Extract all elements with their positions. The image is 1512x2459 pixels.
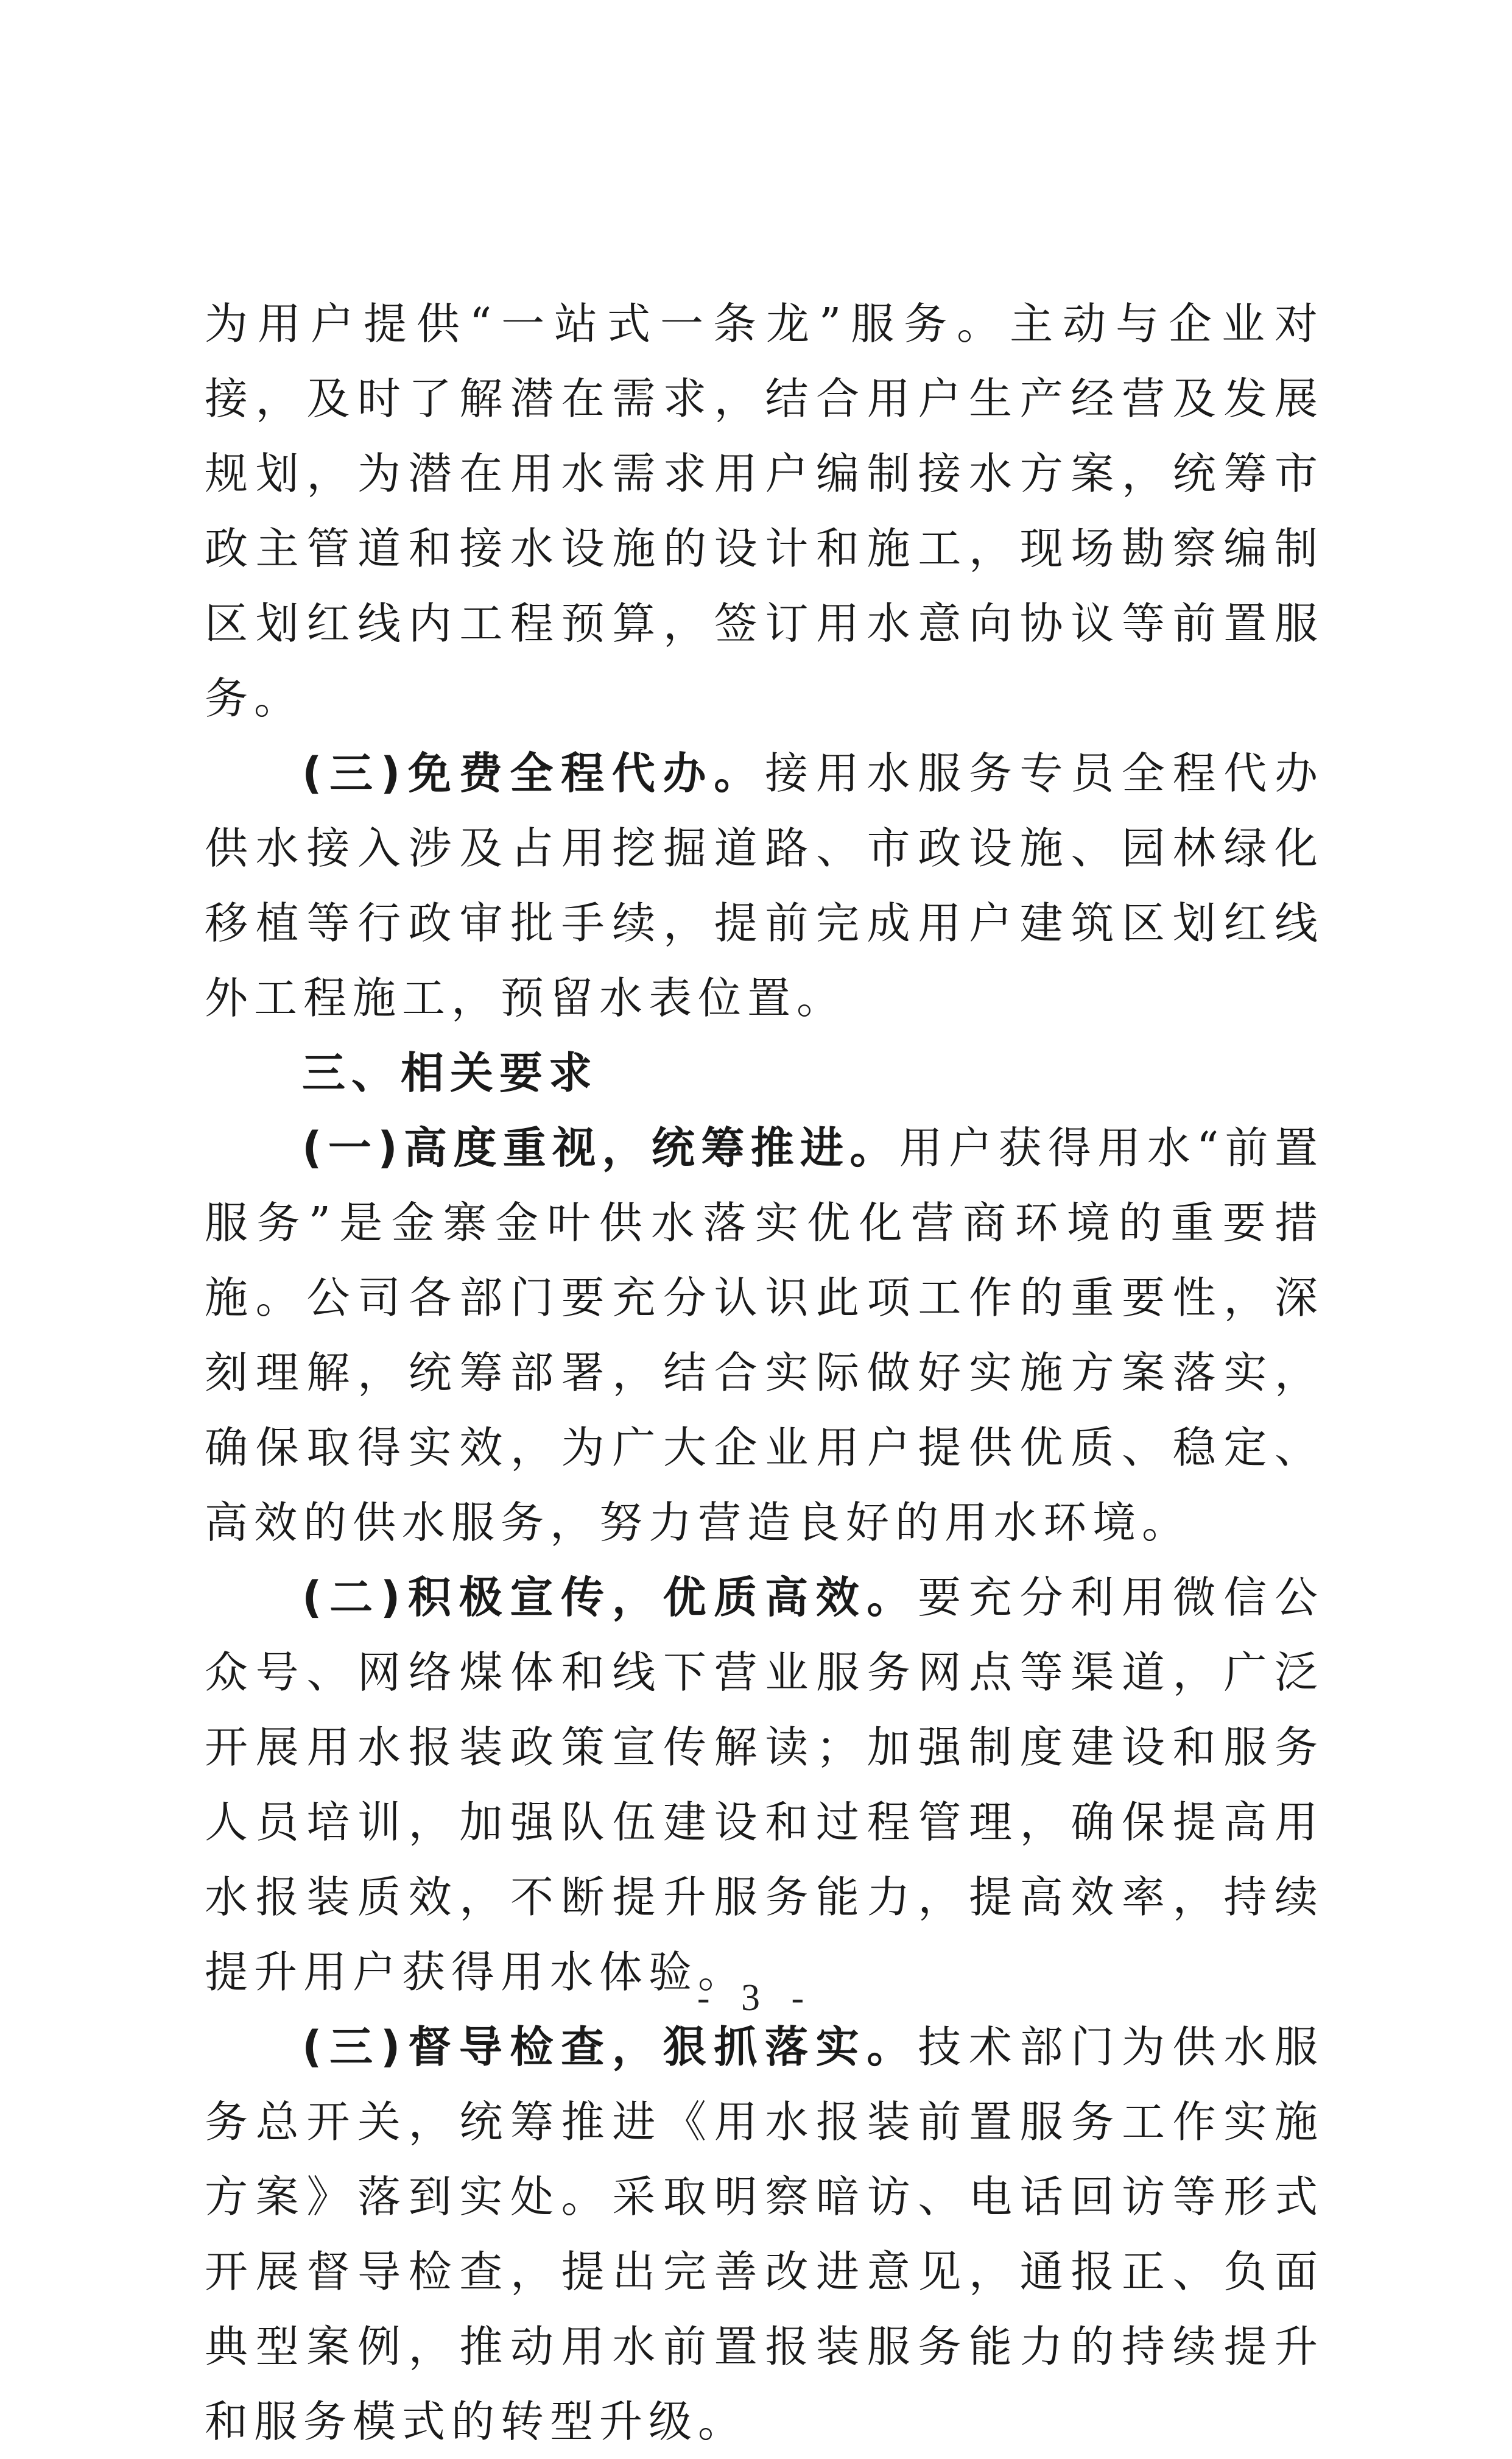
paragraph-text: 技术部门为供水服务总开关，统筹推进《用水报装前置服务工作实施方案》落到实处。采取明察暗访、电话回访等形式开展督导检查，提出完善改进意见，通报正、负面典型案例，推动用水前置报装服务能力的持续提升和服务模式的转型升级。 xyxy=(205,2022,1324,2447)
paragraph-high-priority xyxy=(205,1110,1324,1560)
page-number: - 3 - xyxy=(697,1977,815,2019)
paragraph-text: 用户获得用水“前置服务”是金寨金叶供水落实优化营商环境的重要措施。公司各部门要充分认识此项工作的重要性，深刻理解，统筹部署，结合实际做好实施方案落实，确保取得实效，为广大企业用户提供优质、稳定、高效的供水服务，努力营造良好的用水环境。 xyxy=(205,1123,1324,1548)
paragraph-free-agency xyxy=(205,736,1324,1035)
paragraph-lead: (一)高度重视，统筹推进。 xyxy=(302,1123,899,1173)
paragraph-text: 要充分利用微信公众号、网络煤体和线下营业服务网点等渠道，广泛开展用水报装政策宣传解读；加强制度建设和服务人员培训，加强队伍建设和过程管理，确保提高用水报装质效，不断提升服务能力，提高效率，持续提升用户获得用水体验。 xyxy=(205,1572,1324,1997)
section-heading: 三、相关要求 xyxy=(302,1048,599,1098)
paragraph-text: 为用户提供“一站式一条龙”服务。主动与企业对接，及时了解潜在需求，结合用户生产经营及发展规划，为潜在用水需求用户编制接水方案，统筹市政主管道和接水设施的设计和施工，现场勘察编制区划红线内工程预算，签订用水意向协议等前置服务。 xyxy=(205,298,1324,724)
paragraph-lead: (二)积极宣传，优质高效。 xyxy=(302,1572,918,1623)
paragraph-continuation xyxy=(205,286,1324,736)
paragraph-lead: (三)督导检查，狠抓落实。 xyxy=(302,2022,918,2072)
document-body xyxy=(205,286,1324,2459)
paragraph-publicity xyxy=(205,1560,1324,2009)
paragraph-lead: (三)免费全程代办。 xyxy=(302,748,765,799)
paragraph-text: 接用水服务专员全程代办供水接入涉及占用挖掘道路、市政设施、园林绿化移植等行政审批手续，提前完成用户建筑区划红线外工程施工，预留水表位置。 xyxy=(205,748,1324,1023)
paragraph-supervision xyxy=(205,2009,1324,2459)
